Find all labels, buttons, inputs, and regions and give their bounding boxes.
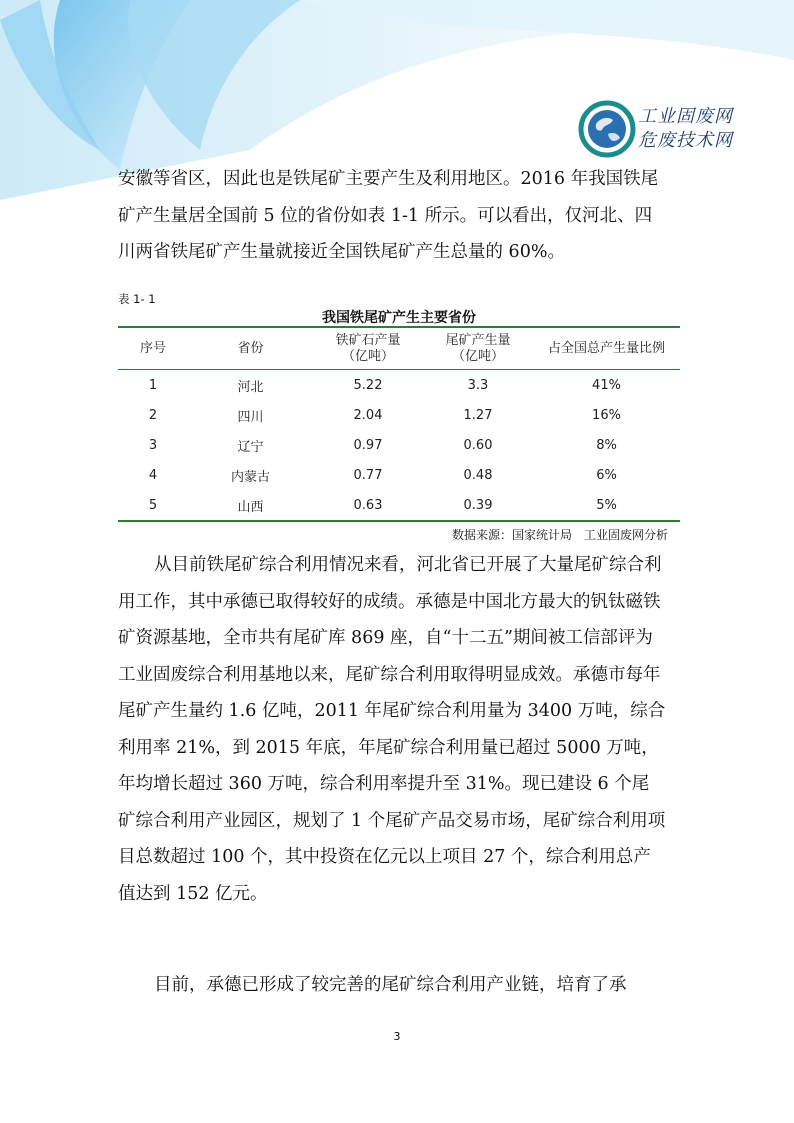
table-row (118, 370, 680, 401)
cell-tailings: 0.48 (463, 467, 493, 483)
cell-share: 41% (592, 377, 621, 393)
site-logo (578, 100, 738, 160)
paragraph-continuation: 目前，承德已形成了较完善的尾矿综合利用产业链，培育了承 (154, 975, 627, 995)
cell-index: 3 (148, 437, 158, 453)
header-ore-line1: 铁矿石产量 (335, 333, 401, 348)
cell-ore: 0.97 (353, 437, 383, 453)
header-tail-line1: 尾矿产生量 (445, 333, 511, 348)
table-row (118, 460, 680, 490)
header-tailings-output (423, 327, 533, 370)
province-tailings-table (118, 326, 680, 522)
cell-tailings: 3.3 (467, 377, 489, 393)
table-title: 我国铁尾矿产生主要省份 (322, 310, 476, 326)
globe-logo-icon (578, 100, 636, 158)
cell-index: 1 (148, 377, 158, 393)
table-caption: 表 1- 1 (118, 292, 156, 306)
logo-text-line1: 工业固废网 (638, 106, 733, 127)
logo-text-line2: 危废技术网 (638, 130, 733, 151)
header-ore-line2: （亿吨） (341, 349, 394, 364)
cell-province: 辽宁 (237, 439, 264, 455)
cell-province: 四川 (237, 409, 264, 425)
table-source-note: 数据来源：国家统计局 工业固废网分析 (451, 528, 668, 542)
paragraph-chengde: 从目前铁尾矿综合利用情况来看，河北省已开展了大量尾矿综合利用工作，其中承德已取得较好的成绩。承德是中国北方最大的钒钛磁铁矿资源基地，全市共有尾矿库 869 座，自“十二五”期间被工信部评为工业固废综合利用基地以来，尾矿综合利用取得明显成效。承德市每年尾矿产生量约 1.6 亿吨，2011 年尾矿综合利用量为 3400 万吨，综合利用率 21%，到 2015 年底，年尾矿综合利用量已超过 5000 万吨，年均增长超过 360 万吨，综合利用率提升至 31%。现已建设 6 个尾矿综合利用产业园区，规划了 1 个尾矿产品交易市场，尾矿综合利用项目总数超过 100 个，其中投资在亿元以上项目 27 个，综合利用总产值达到 152 亿元。 (118, 555, 666, 904)
cell-ore: 0.77 (353, 467, 383, 483)
cell-ore: 2.04 (353, 407, 383, 423)
table-row (118, 430, 680, 460)
cell-share: 6% (596, 467, 617, 483)
cell-share: 16% (592, 407, 621, 423)
cell-province: 内蒙古 (230, 469, 270, 485)
paragraph-intro: 安徽等省区，因此也是铁尾矿主要产生及利用地区。2016 年我国铁尾矿产生量居全国前 5 位的省份如表 1-1 所示。可以看出，仅河北、四川两省铁尾矿产生量就接近全国铁尾矿产生总量的 60%。 (118, 169, 659, 262)
cell-index: 5 (118, 490, 188, 521)
page-number: 3 (393, 1030, 401, 1043)
cell-ore: 0.63 (313, 490, 423, 521)
table-row (118, 400, 680, 430)
cell-index: 2 (148, 407, 158, 423)
cell-share: 8% (596, 437, 617, 453)
cell-share: 5% (533, 490, 680, 521)
cell-province: 河北 (237, 379, 264, 395)
header-tail-line2: （亿吨） (451, 349, 504, 364)
header-index: 序号 (118, 327, 188, 370)
table-row (118, 490, 680, 521)
header-ore-output (313, 327, 423, 370)
table-header-row (118, 327, 680, 370)
cell-ore: 5.22 (353, 377, 383, 393)
cell-province: 山西 (188, 490, 313, 521)
cell-tailings: 1.27 (463, 407, 493, 423)
header-province: 省份 (188, 327, 313, 370)
cell-index: 4 (148, 467, 158, 483)
cell-tailings: 0.60 (463, 437, 493, 453)
header-share: 占全国总产生量比例 (533, 327, 680, 370)
cell-tailings: 0.39 (423, 490, 533, 521)
